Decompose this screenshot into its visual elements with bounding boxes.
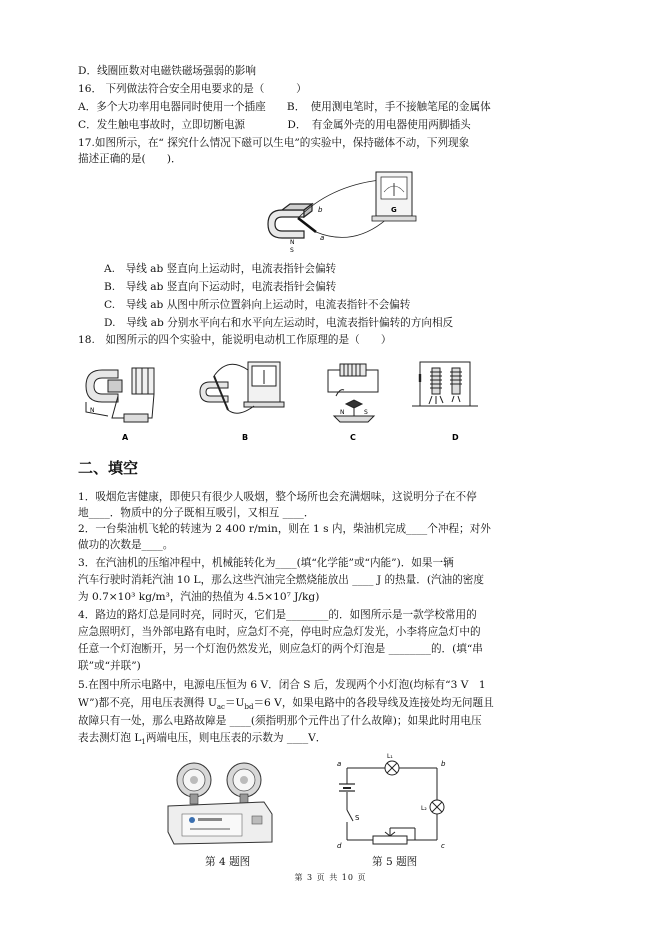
q5-text-c: ＝6 V，如果电路中的各段导线及连接处均无问题且	[253, 697, 494, 709]
magnet-label-s-c: S	[364, 409, 368, 416]
label-n: N	[290, 239, 295, 246]
q15-option-d: D．线圈匝数对电磁铁磁场强弱的影响	[78, 65, 256, 77]
panel-label-a: A	[122, 433, 129, 442]
experiment-a	[86, 368, 154, 422]
q18-stem: 18. 如图所示的四个实验中，能说明电动机工作原理的是（ ）	[78, 334, 392, 346]
lamp-l2	[430, 800, 444, 814]
q5-sub-1: 1	[141, 738, 146, 747]
q17-stem-line1: 17.如图所示，在“ 探究什么情况下磁可以生电”的实验中，保持磁体不动，下列现象	[78, 137, 470, 149]
fill-q4-line1: 4．路边的路灯总是同时亮，同时灭，它们是________的．如图所示是一款学校常用的	[78, 609, 477, 621]
fill-q1-line1: 1．吸烟危害健康，即使只有很少人吸烟，整个场所也会充满烟味，这说明分子在不停	[78, 491, 477, 503]
lamp-l1	[385, 761, 399, 775]
node-c: c	[441, 842, 445, 850]
section-title-fill-in: 二、填空	[78, 459, 139, 477]
q16-options-ab: A．多个大功率用电器同时使用一个插座 B． 使用测电笔时，手不接触笔尾的金属体	[78, 101, 491, 113]
fill-q1-line2: 地____．物质中的分子既相互吸引，又相互 ____．	[78, 507, 315, 519]
q18-figure	[78, 356, 488, 446]
fill-q3-line3: 为 0.7×10³ kg/m³，汽油的热值为 4.5×10⁷ J/kg)	[78, 591, 320, 603]
node-d: d	[337, 842, 342, 850]
experiment-d	[412, 362, 478, 406]
panel-label-c: C	[350, 433, 356, 442]
q5-text-d: 表去测灯泡 L	[78, 732, 142, 744]
fill-q5-line2	[78, 696, 494, 714]
q5-sub-bd: bd	[244, 703, 254, 712]
fill-q2-line1: 2．一台柴油机飞轮的转速为 2 400 r/min，则在 1 s 内，柴油机完成____个冲程；对外	[78, 523, 491, 535]
q17-stem-line2: 描述正确的是( )．	[78, 153, 182, 165]
experiment-b	[200, 362, 284, 413]
fig4-caption: 第 4 题图	[205, 856, 251, 868]
wire-ab	[298, 218, 316, 232]
q17-option-a: A. 导线 ab 竖直向上运动时，电流表指针会偏转	[104, 263, 337, 275]
node-a: a	[337, 760, 342, 768]
fill-q5-line4	[78, 731, 326, 749]
switch-label: S	[355, 814, 360, 822]
fill-q4-line3: 任意一个灯泡断开，另一个灯泡仍然发光，则应急灯的两个灯泡是 ________的．(填“串	[78, 643, 483, 655]
label-a: a	[320, 234, 325, 242]
q17-option-d: D. 导线 ab 分别水平向右和水平向左运动时，电流表指针偏转的方向相反	[104, 317, 454, 329]
fig4-emergency-lamp	[160, 758, 280, 848]
lamp-l1-label: L₁	[387, 753, 393, 760]
fig5-caption: 第 5 题图	[372, 856, 418, 868]
node-b: b	[441, 760, 446, 768]
magnet-label-n-c: N	[340, 409, 345, 416]
fill-q3-line2: 汽车行驶时消耗汽油 10 L，那么这些汽油完全燃烧能放出 ____ J 的热量．(汽油的密度	[78, 574, 484, 586]
fill-q4-line2: 应急照明灯，当外部电路有电时，应急灯不亮，停电时应急灯发光，小李将应急灯中的	[78, 626, 481, 638]
q5-text-b: ＝U	[224, 697, 245, 709]
horseshoe-magnet	[268, 204, 312, 238]
lamp-l2-label: L₂	[421, 805, 427, 812]
rheostat	[373, 828, 415, 844]
label-b: b	[318, 206, 323, 214]
fig5-circuit	[335, 753, 450, 850]
fill-q5-line1: 5.在图中所示电路中，电源电压恒为 6 V．闭合 S 后，发现两个小灯泡(均标有“3 V 1	[78, 679, 486, 691]
fill-q2-line2: 做功的次数是____。	[78, 539, 174, 551]
magnet-label-n: N	[90, 407, 95, 414]
label-g: G	[391, 206, 397, 214]
q5-sub-ac: ac	[216, 703, 225, 712]
experiment-c	[328, 364, 378, 422]
q16-options-cd: C．发生触电事故时，立即切断电源 D． 有金属外壳的用电器使用两脚插头	[78, 119, 471, 131]
fill-q3-line1: 3．在汽油机的压缩冲程中，机械能转化为____(填“化学能”或“内能”)．如果一辆	[78, 557, 454, 569]
label-s: S	[290, 247, 294, 254]
fill-q4-line4: 联”或“并联”)	[78, 660, 141, 672]
fill-q5-line3: 故障只有一处，那么电路故障是 ____(须指明那个元件出了什么故障)；如果此时用电压	[78, 715, 482, 727]
q17-figure	[260, 168, 420, 258]
page-footer: 第 3 页 共 10 页	[294, 873, 367, 882]
q17-option-b: B. 导线 ab 竖直向下运动时，电流表指针会偏转	[104, 281, 337, 293]
q17-option-c: C. 导线 ab 从图中所示位置斜向上运动时，电流表指针不会偏转	[104, 299, 411, 311]
panel-label-b: B	[242, 433, 249, 442]
q16-stem: 16． 下列做法符合安全用电要求的是（ ）	[78, 83, 307, 95]
q5-text-a: W”)都不亮，用电压表测得 U	[78, 697, 217, 709]
panel-label-d: D	[452, 433, 459, 442]
q5-text-e: 两端电压，则电压表的示数为 ____V．	[145, 732, 327, 744]
